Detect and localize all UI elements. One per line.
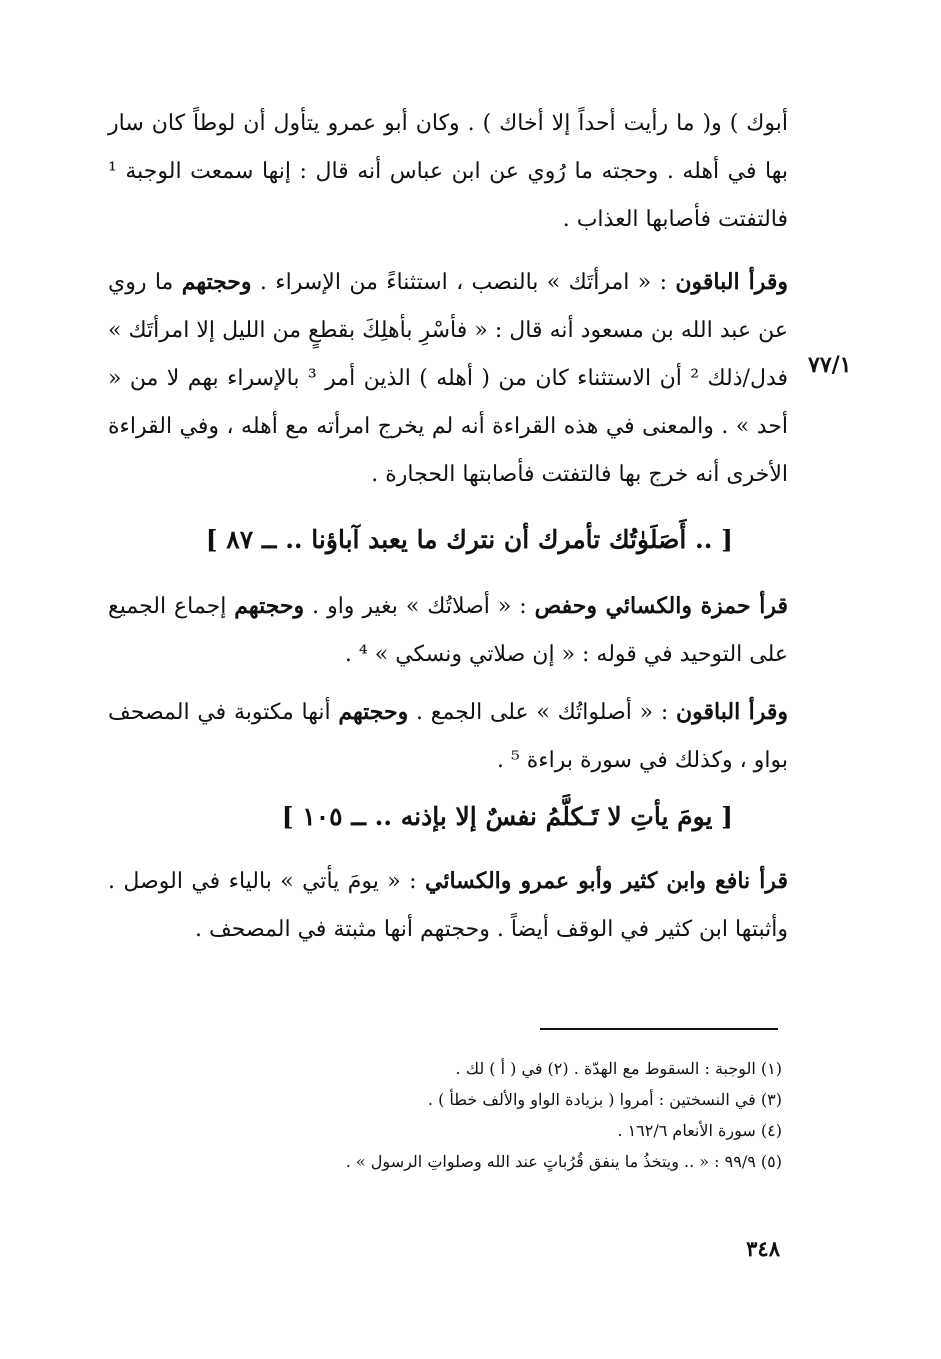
paragraph-2-text-a: : « امرأتَك » بالنصب ، استثناءً من الإسراء .: [251, 270, 676, 295]
reader-label: وقرأ الباقون: [675, 269, 788, 295]
paragraph-2-text-b: ما روي عن عبد الله بن مسعود أنه قال : « فأسْرِ بأهلِكَ بقطعٍ من الليل إلا امرأتَك » فدل/ذلك ² أن الاستثناء كان من ( أهله ) الذين أمر ³ بالإسراء بهم لا من « أحد » . والمعنى في هذه القراءة أنه لم يخرج امرأته مع أهله ، وفي القراءة الأخرى أنه خرج بها فالتفتت فأصابتها الحجارة .: [108, 270, 789, 487]
paragraph-2: [108, 258, 788, 499]
hujja-label: وحجتهم: [234, 593, 305, 619]
reader-label: وقرأ الباقون: [676, 699, 789, 725]
verse-heading-105: [ يومَ يأتِ لا تَـكلَّمُ نفسٌ إلا بإذنه .. ــ ١٠٥ ]: [281, 802, 733, 831]
footnote-line: (٣) في النسختين : أمروا ( بزيادة الواو والألف خطأ ) .: [427, 1090, 782, 1109]
paragraph-3: [108, 582, 788, 679]
paragraph-4-text-b: أنها مكتوبة في المصحف بواو ، وكذلك في سورة براءة ⁵ .: [108, 700, 788, 773]
reader-label: قرأ نافع وابن كثير وأبو عمرو والكسائي: [425, 868, 788, 894]
reader-label: قرأ حمزة والكسائي وحفص: [534, 593, 788, 619]
paragraph-5: [108, 857, 788, 954]
footnote-line: (١) الوجبة : السقوط مع الهدّة . (٢) في ( أ ) لك .: [455, 1059, 782, 1078]
hujja-label: وحجتهم: [181, 269, 252, 295]
paragraph-5-text: : « يومَ يأتي » بالياء في الوصل . وأثبتها ابن كثير في الوقف أيضاً . وحجتهم أنها مثبتة في المصحف .: [108, 869, 788, 942]
hujja-label: وحجتهم: [338, 699, 409, 725]
paragraph-3-text-a: : « أصلاتُك » بغير واو .: [304, 594, 535, 619]
paragraph-4-text-a: : « أصلواتُك » على الجمع .: [408, 700, 676, 725]
page-number: ٣٤٨: [746, 1236, 780, 1261]
footnote-divider: [540, 1028, 778, 1030]
paragraph-4: [108, 688, 788, 785]
verse-heading-87: [ .. أَصَلَوٰتُك تأمرك أن نترك ما يعبد آباؤنا .. ــ ٨٧ ]: [205, 525, 733, 554]
footnote-line: (٤) سورة الأنعام ١٦٢/٦ .: [617, 1121, 782, 1140]
paragraph-3-text-b: إجماع الجميع على التوحيد في قوله : « إن صلاتي ونسكي » ⁴ .: [108, 594, 788, 667]
footnote-line: (٥) ٩٩/٩ : « .. ويتخذُ ما ينفق قُرُباتٍ عند الله وصلواتِ الرسول » .: [345, 1152, 782, 1171]
paragraph-1: [108, 100, 788, 244]
paragraph-1-text: أبوك ) و( ما رأيت أحداً إلا أخاك ) . وكان أبو عمرو يتأول أن لوطاً كان سار بها في أهله . وحجته ما رُوي عن ابن عباس أنه قال : إنها سمعت الوجبة ¹ فالتفتت فأصابها العذاب .: [108, 111, 788, 232]
footnotes: [150, 1053, 782, 1177]
margin-reference: ٧٧/١: [808, 352, 852, 378]
